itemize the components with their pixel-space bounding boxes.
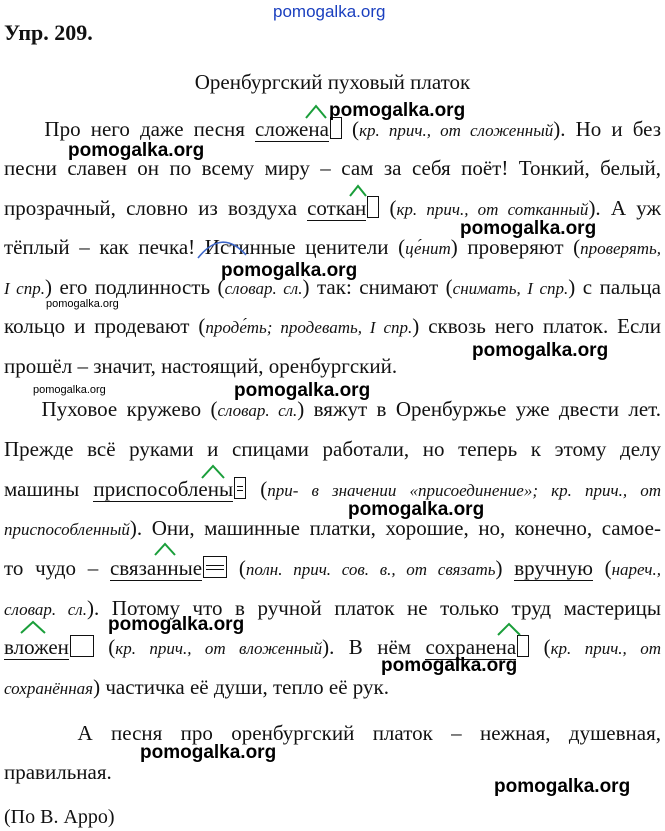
watermark: pomogalka.org <box>494 776 631 797</box>
text-fragment: ( <box>227 556 246 580</box>
watermark: pomogalka.org <box>234 380 371 401</box>
root-mark-icon <box>306 106 326 118</box>
watermark: pomogalka.org <box>221 260 358 281</box>
text-title: Оренбургский пуховый платок <box>194 70 471 94</box>
text-fragment: ) его подлинность ( <box>44 275 225 299</box>
text-fragment: сохранена <box>425 635 517 659</box>
watermark: pomogalka.org <box>381 655 518 676</box>
text-fragment: ) частичка её души, тепло её рук. <box>93 675 389 699</box>
root-arc-icon <box>198 242 246 258</box>
text-fragment: ( <box>93 635 116 659</box>
text-fragment: машины <box>4 477 94 501</box>
annotation-text: при- в значении «присоединение»; кр. прич., от <box>267 481 661 500</box>
annotation-text: проде́ть; продевать, I спр. <box>205 318 413 337</box>
text-fragment: ( <box>529 635 551 659</box>
root-mark-icon <box>498 624 520 635</box>
annotation-text: словар. сл. <box>217 401 298 420</box>
author-credit: (По В. Арро) <box>4 806 115 828</box>
text-fragment: вручную <box>514 556 593 580</box>
text-fragment: ( <box>246 477 268 501</box>
annotation-text: сохранённая <box>4 679 94 698</box>
text-fragment: ). Потому что в ручной платок не только труд мастерицы <box>86 596 661 620</box>
text-fragment: ). Они, машинные платки, хорошие, но, конечно, самое- <box>129 516 661 540</box>
root-mark-icon <box>155 544 175 555</box>
watermark: pomogalka.org <box>33 384 106 396</box>
text-fragment: кольцо и продевают ( <box>4 314 206 338</box>
text-fragment: тёплый – как печка! Истинные ценители ( <box>4 235 406 259</box>
annotation-text: I спр. <box>4 279 45 298</box>
watermark: pomogalka.org <box>46 298 119 310</box>
watermark: pomogalka.org <box>472 340 609 361</box>
text-fragment: А песня про оренбургский платок – нежная, душевная, <box>4 721 661 745</box>
text-fragment: Пуховое кружево ( <box>4 397 218 421</box>
text-fragment: ). А уж <box>588 196 661 220</box>
annotation-text: снимать, I спр. <box>452 279 569 298</box>
text-fragment: ( <box>341 117 360 141</box>
annotation-text: це́нит <box>405 239 451 258</box>
annotation-text: кр. прич., от вложенный <box>115 639 323 658</box>
text-fragment: сложен <box>255 117 320 141</box>
annotation-text: нареч., <box>611 560 661 579</box>
watermark: pomogalka.org <box>68 140 205 161</box>
root-mark-icon <box>202 466 224 478</box>
text-fragment: Про него даже песня <box>4 117 256 141</box>
text-fragment: прозрачный, словно из воздуха <box>4 196 308 220</box>
text-fragment: а <box>319 117 329 141</box>
text-fragment: ) сквозь него платок. Если <box>412 314 661 338</box>
text-fragment: ) <box>495 556 515 580</box>
annotation-text: проверять, <box>580 239 661 258</box>
watermark-top: pomogalka.org <box>273 2 386 21</box>
text-fragment: соткан <box>307 196 367 220</box>
text-fragment: прошёл – значит, настоящий, оренбургский. <box>4 354 398 378</box>
watermark: pomogalka.org <box>460 218 597 239</box>
text-fragment: правильная. <box>4 760 112 784</box>
annotation-text: словар. сл. <box>4 600 87 619</box>
text-fragment: ) проверяют ( <box>450 235 581 259</box>
annotation-text: кр. прич., от <box>550 639 661 658</box>
text-fragment: вложен <box>4 635 69 659</box>
annotation-text: полн. прич. сов. в., от связать <box>245 560 496 579</box>
text-fragment: ( <box>379 196 397 220</box>
annotation-text: кр. прич., от сотканный <box>396 200 589 219</box>
text-fragment: ) с пальца <box>568 275 661 299</box>
text-fragment: приспособлены <box>93 477 234 501</box>
root-mark-icon <box>21 622 45 633</box>
watermark: pomogalka.org <box>140 742 277 763</box>
root-mark-icon <box>350 186 366 196</box>
root-mark-icon <box>21 106 520 635</box>
text-fragment: ). Но и без <box>553 117 661 141</box>
text-fragment: ) так: снимают ( <box>302 275 453 299</box>
text-fragment: ). В нём <box>322 635 426 659</box>
text-fragment: песни славен он по всему миру – сам за себя поёт! Тонкий, белый, <box>4 156 661 180</box>
annotation-text: приспособленный <box>4 520 130 539</box>
watermark: pomogalka.org <box>329 100 466 121</box>
text-fragment: ) вяжут в Оренбуржье уже двести лет. <box>297 397 661 421</box>
text-fragment: ( <box>592 556 612 580</box>
text-fragment: связанные <box>109 556 203 580</box>
exercise-heading: Упр. 209. <box>4 20 93 45</box>
annotation-text: кр. прич., от сложенный <box>359 121 554 140</box>
text-fragment: то чудо – <box>4 556 110 580</box>
annotation-text: словар. сл. <box>224 279 303 298</box>
watermark: pomogalka.org <box>108 614 245 635</box>
text-fragment: Прежде всё руками и спицами работали, но теперь к этому делу <box>4 437 661 461</box>
watermark: pomogalka.org <box>348 499 485 520</box>
